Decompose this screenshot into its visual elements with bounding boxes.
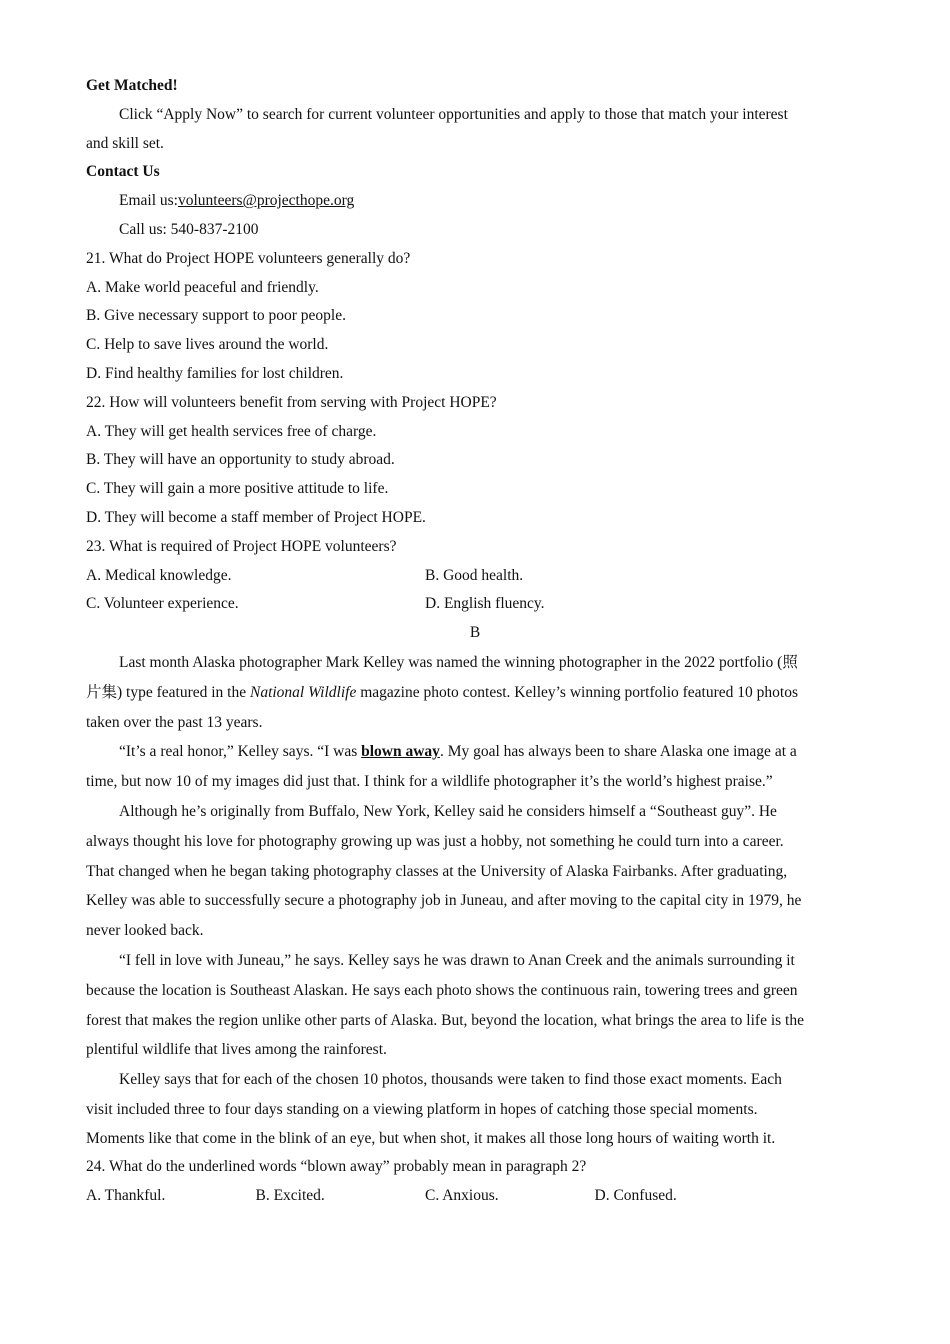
question-22-option-d: D. They will become a staff member of Project HOPE.: [86, 508, 426, 526]
question-21-option-c: C. Help to save lives around the world.: [86, 336, 329, 354]
question-24-option-d: D. Confused.: [594, 1187, 677, 1205]
paragraph-5-line2: visit included three to four days standing on a viewing platform in hopes of catching those special moments.: [86, 1100, 758, 1118]
paragraph-1-line3: taken over the past 13 years.: [86, 713, 263, 731]
question-24-options: [86, 1182, 864, 1211]
paragraph-3-line1: Although he’s originally from Buffalo, New York, Kelley said he considers himself a “Southeast guy”. He: [119, 802, 777, 820]
question-21-option-b: B. Give necessary support to poor people.: [86, 307, 346, 325]
paragraph-3-line5: never looked back.: [86, 922, 204, 940]
question-23-option-d: D. English fluency.: [425, 595, 545, 613]
contact-phone: Call us: 540-837-2100: [119, 220, 259, 238]
paragraph-4-line1: “I fell in love with Juneau,” he says. Kelley says he was drawn to Anan Creek and the animals surrounding it: [119, 951, 795, 969]
paragraph-2-line2: time, but now 10 of my images did just that. I think for a wildlife photographer it’s the world’s highest praise.”: [86, 773, 773, 791]
document-page: [86, 72, 864, 1211]
paragraph-5-line1: Kelley says that for each of the chosen 10 photos, thousands were taken to find those exact moments. Each: [119, 1071, 782, 1089]
paragraph-1-line2-a: 片集) type featured in the: [86, 683, 250, 701]
section-b-label: B: [469, 624, 481, 642]
contact-email-line: [86, 187, 864, 216]
question-23-option-c: C. Volunteer experience.: [86, 595, 239, 613]
question-23-option-b: B. Good health.: [425, 566, 524, 584]
question-22-stem: 22. How will volunteers benefit from serving with Project HOPE?: [86, 393, 497, 411]
paragraph-1-line2-b: magazine photo contest. Kelley’s winning portfolio featured 10 photos: [356, 683, 798, 701]
paragraph-1-line1: Last month Alaska photographer Mark Kelley was named the winning photographer in the 2022 portfolio (照: [119, 653, 798, 671]
paragraph-2-line1: [86, 737, 864, 767]
question-22-option-b: B. They will have an opportunity to study abroad.: [86, 451, 395, 469]
question-24-option-b: B. Excited.: [255, 1187, 325, 1205]
question-23-option-a: A. Medical knowledge.: [86, 566, 232, 584]
paragraph-2-line1-b: . My goal has always been to share Alaska one image at a: [439, 743, 797, 761]
paragraph-5-line3: Moments like that come in the blink of an eye, but when shot, it makes all those long hours of waiting worth it.: [86, 1129, 776, 1147]
get-matched-heading: Get Matched!: [86, 77, 178, 94]
question-23-options-row1: [86, 562, 864, 591]
question-24-stem: 24. What do the underlined words “blown away” probably mean in paragraph 2?: [86, 1158, 587, 1176]
question-23-stem: 23. What is required of Project HOPE volunteers?: [86, 537, 397, 555]
question-23-options-row2: [86, 590, 864, 619]
magazine-title: National Wildlife: [249, 683, 357, 701]
question-21-stem: 21. What do Project HOPE volunteers generally do?: [86, 249, 411, 267]
question-22-option-c: C. They will gain a more positive attitude to life.: [86, 480, 389, 498]
email-label: Email us:: [119, 192, 178, 210]
question-22-option-a: A. They will get health services free of charge.: [86, 422, 377, 440]
question-24-option-a: A. Thankful.: [86, 1187, 166, 1205]
underlined-phrase: blown away: [361, 743, 440, 761]
paragraph-4-line2: because the location is Southeast Alaskan. He says each photo shows the continuous rain, towering trees and green: [86, 981, 798, 999]
get-matched-text-line1: Click “Apply Now” to search for current volunteer opportunities and apply to those that match your interest: [119, 105, 788, 123]
question-21-option-d: D. Find healthy families for lost children.: [86, 364, 344, 382]
paragraph-1-line2: [86, 678, 864, 708]
email-link[interactable]: volunteers@projecthope.org: [177, 192, 355, 210]
question-21-option-a: A. Make world peaceful and friendly.: [86, 278, 319, 296]
paragraph-3-line3: That changed when he began taking photography classes at the University of Alaska Fairbanks. After graduating,: [86, 862, 788, 880]
paragraph-4-line4: plentiful wildlife that lives among the rainforest.: [86, 1041, 387, 1059]
get-matched-text-line2: and skill set.: [86, 134, 164, 152]
question-24-option-c: C. Anxious.: [425, 1187, 499, 1205]
paragraph-3-line2: always thought his love for photography growing up was just a hobby, not something he could turn into a career.: [86, 832, 784, 850]
paragraph-4-line3: forest that makes the region unlike other parts of Alaska. But, beyond the location, what brings the area to life is the: [86, 1011, 804, 1029]
paragraph-2-line1-a: “It’s a real honor,” Kelley says. “I was: [119, 743, 362, 761]
contact-heading: Contact Us: [86, 163, 160, 181]
paragraph-3-line4: Kelley was able to successfully secure a photography job in Juneau, and after moving to the capital city in 1979, he: [86, 892, 802, 910]
